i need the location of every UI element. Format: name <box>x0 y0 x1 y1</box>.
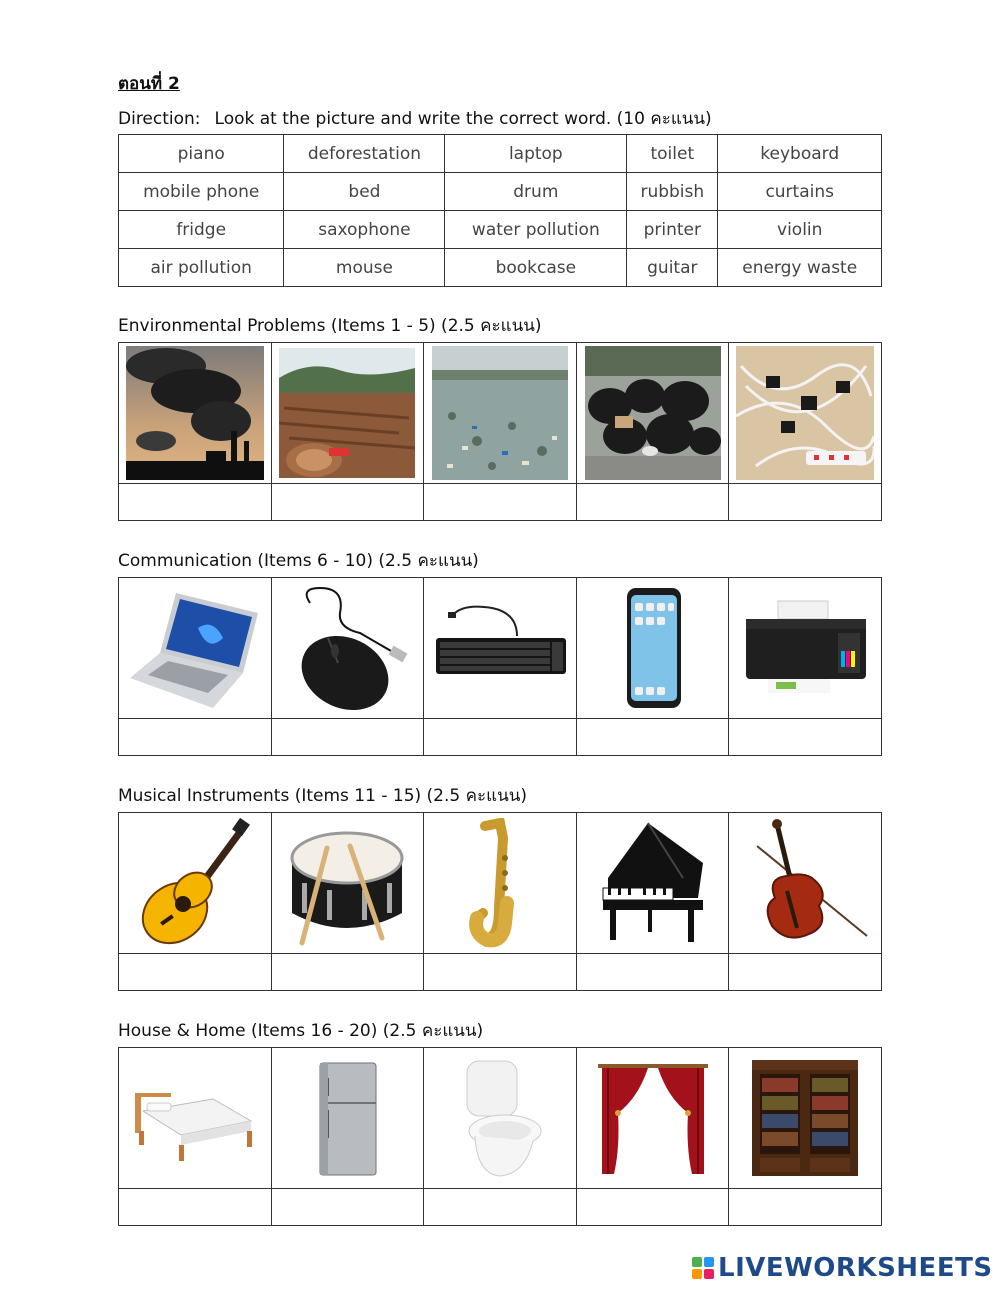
answer-row <box>119 719 882 756</box>
word-bank-row <box>119 135 882 173</box>
image-cell <box>271 813 424 954</box>
word-cell: bed <box>284 173 445 211</box>
word-cell: saxophone <box>284 211 445 249</box>
word-cell: violin <box>718 211 882 249</box>
image-cell <box>729 343 882 484</box>
answer-row <box>119 484 882 521</box>
section-title-home: House & Home (Items 16 - 20) (2.5 คะแนน) <box>118 1021 484 1041</box>
environment-table <box>118 342 882 521</box>
image-cell <box>424 578 577 719</box>
answer-box-9[interactable] <box>576 719 729 756</box>
answer-box-3[interactable] <box>424 484 577 521</box>
image-row <box>119 578 882 719</box>
section-title-music: Musical Instruments (Items 11 - 15) (2.5 คะแนน) <box>118 786 527 806</box>
logo-square-icon <box>692 1257 702 1267</box>
image-cell <box>424 1048 577 1189</box>
curtains-image <box>598 1058 708 1178</box>
grand-piano-image <box>588 818 718 948</box>
keyboard-image <box>432 598 568 698</box>
word-cell: guitar <box>627 249 718 287</box>
word-cell: laptop <box>445 135 627 173</box>
logo-square-icon <box>692 1269 702 1279</box>
word-cell: keyboard <box>718 135 882 173</box>
word-cell: toilet <box>627 135 718 173</box>
answer-box-12[interactable] <box>271 954 424 991</box>
answer-box-13[interactable] <box>424 954 577 991</box>
word-bank-table <box>118 134 882 287</box>
answer-box-17[interactable] <box>271 1189 424 1226</box>
word-cell: printer <box>627 211 718 249</box>
factory-smoke-image <box>126 346 264 480</box>
image-cell <box>729 1048 882 1189</box>
image-cell <box>576 1048 729 1189</box>
answer-box-7[interactable] <box>271 719 424 756</box>
answer-box-20[interactable] <box>729 1189 882 1226</box>
computer-mouse-image <box>280 583 414 713</box>
answer-box-8[interactable] <box>424 719 577 756</box>
answer-box-14[interactable] <box>576 954 729 991</box>
image-cell <box>729 578 882 719</box>
direction <box>118 105 712 132</box>
word-cell: water pollution <box>445 211 627 249</box>
answer-box-4[interactable] <box>576 484 729 521</box>
word-cell: rubbish <box>627 173 718 211</box>
word-bank-row <box>119 173 882 211</box>
image-cell <box>729 813 882 954</box>
image-cell <box>576 813 729 954</box>
image-cell <box>119 343 272 484</box>
home-table <box>118 1047 882 1226</box>
answer-box-16[interactable] <box>119 1189 272 1226</box>
tangled-plugs-image <box>736 346 874 480</box>
image-row <box>119 1048 882 1189</box>
answer-box-18[interactable] <box>424 1189 577 1226</box>
image-cell <box>271 1048 424 1189</box>
word-bank-row <box>119 249 882 287</box>
word-cell: deforestation <box>284 135 445 173</box>
bed-image <box>133 1073 257 1163</box>
music-table <box>118 812 882 991</box>
image-cell <box>119 1048 272 1189</box>
answer-box-5[interactable] <box>729 484 882 521</box>
section-title-environment: Environmental Problems (Items 1 - 5) (2.5 คะแนน) <box>118 316 542 336</box>
answer-row <box>119 954 882 991</box>
printer-image <box>738 593 872 703</box>
direction-text: Look at the picture and write the correct word. (10 คะแนน) <box>214 109 712 129</box>
image-cell <box>271 343 424 484</box>
answer-box-10[interactable] <box>729 719 882 756</box>
logo-square-icon <box>704 1257 714 1267</box>
fridge-image <box>312 1058 382 1178</box>
word-cell: drum <box>445 173 627 211</box>
answer-box-2[interactable] <box>271 484 424 521</box>
logo-square-icon <box>704 1269 714 1279</box>
smartphone-image <box>613 583 693 713</box>
answer-box-6[interactable] <box>119 719 272 756</box>
cut-logs-image <box>279 348 415 478</box>
image-cell <box>424 343 577 484</box>
image-cell <box>271 578 424 719</box>
saxophone-image <box>465 818 535 948</box>
word-cell: fridge <box>119 211 284 249</box>
direction-label: Direction: <box>118 109 201 129</box>
logo-mark-icon <box>692 1257 714 1279</box>
word-cell: bookcase <box>445 249 627 287</box>
image-row <box>119 343 882 484</box>
word-cell: mobile phone <box>119 173 284 211</box>
answer-box-11[interactable] <box>119 954 272 991</box>
toilet-image <box>455 1056 545 1180</box>
image-cell <box>119 813 272 954</box>
answer-box-19[interactable] <box>576 1189 729 1226</box>
word-bank-row <box>119 211 882 249</box>
liveworksheets-logo <box>692 1253 993 1283</box>
part-title: ตอนที่ 2 <box>118 74 180 94</box>
image-cell <box>576 578 729 719</box>
violin-image <box>737 816 873 950</box>
image-cell <box>576 343 729 484</box>
image-cell <box>424 813 577 954</box>
word-cell: air pollution <box>119 249 284 287</box>
polluted-water-image <box>432 346 568 480</box>
logo-text: LIVEWORKSHEETS <box>718 1253 993 1283</box>
answer-row <box>119 1189 882 1226</box>
answer-box-15[interactable] <box>729 954 882 991</box>
word-cell: energy waste <box>718 249 882 287</box>
answer-box-1[interactable] <box>119 484 272 521</box>
word-cell: mouse <box>284 249 445 287</box>
drum-image <box>282 818 412 948</box>
section-title-communication: Communication (Items 6 - 10) (2.5 คะแนน) <box>118 551 479 571</box>
garbage-bags-image <box>585 346 721 480</box>
bookcase-image <box>750 1056 860 1180</box>
word-cell: curtains <box>718 173 882 211</box>
laptop-image <box>128 583 262 713</box>
word-cell: piano <box>119 135 284 173</box>
image-cell <box>119 578 272 719</box>
communication-table <box>118 577 882 756</box>
image-row <box>119 813 882 954</box>
guitar-image <box>135 818 255 948</box>
